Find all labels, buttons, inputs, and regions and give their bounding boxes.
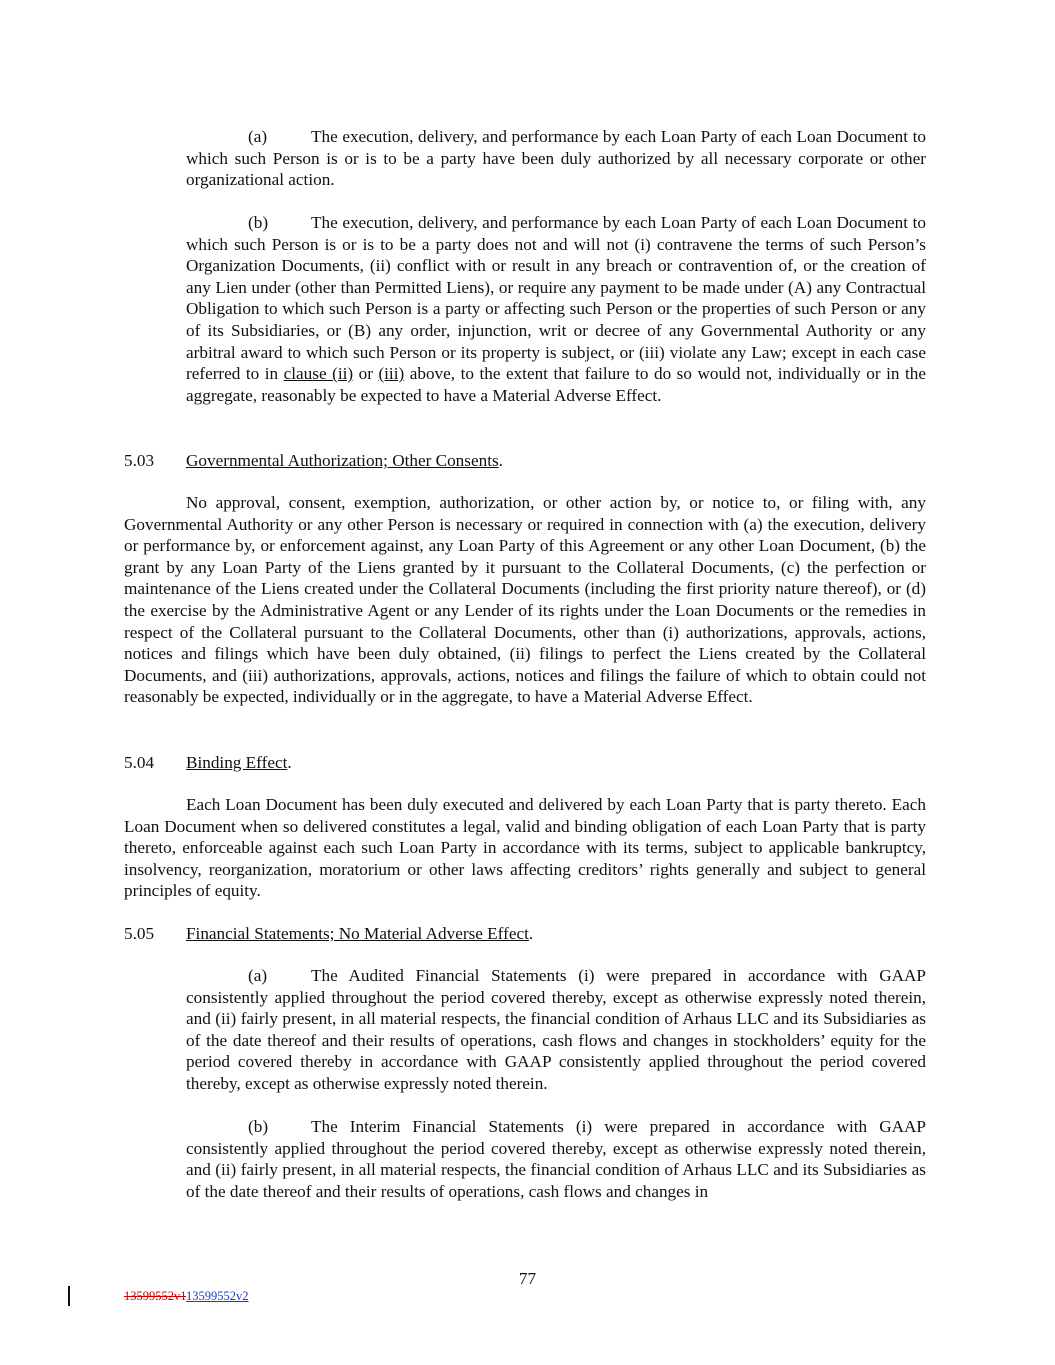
paragraph-5-04-body: Each Loan Document has been duly executed and delivered by each Loan Party that is party thereto. Each Loan Document when so delivered constitutes a legal, valid and binding obligation of each Loan Party that is party thereto, enforceable against each such Loan Party in accordance with its terms, subject to applicable bankruptcy, insolvency, reorganization, moratorium or other laws affecting creditors’ rights generally and subject to general principles of equity. — [124, 795, 926, 901]
paragraph-label: (b) — [248, 1117, 269, 1136]
paragraph-5-03-body: No approval, consent, exemption, authorization, or other action by, or notice to, or filing with, any Governmental Authority or any other Person is necessary or required in connection with (a) the execution, delivery or performance by, or enforcement against, any Loan Party of this Agreement or any other Loan Document, (b) the grant by any Loan Party of the Liens granted by it pursuant to the Collateral Documents, (c) the perfection or maintenance of the Liens created under the Collateral Documents (including the first priority nature thereof), or (d) the exercise by the Administrative Agent or any Lender of its rights under the Loan Documents or the remedies in respect of the Collateral pursuant to the Collateral Documents, other than (i) authorizations, approvals, actions, notices and filings which have been duly obtained, (ii) filings to perfect the Liens created by the Collateral Documents, and (iii) authorizations, approvals, actions, notices and filings the failure of which to obtain could not reasonably be expected, individually or in the aggregate, to have a Material Adverse Effect. — [124, 493, 926, 707]
clause-iii-reference: (iii) — [378, 364, 405, 384]
deleted-doc-id: 13599552v1 — [124, 1289, 187, 1303]
section-title: Governmental Authorization; Other Consents — [186, 451, 499, 470]
paragraph-5-02-b — [186, 212, 926, 406]
section-heading-5-04: 5.04 Binding Effect. — [124, 753, 292, 772]
paragraph-5-02-a — [186, 126, 926, 191]
revision-change-bar — [68, 1286, 70, 1306]
paragraph-text-end: above, to the extent that failure to do so would not, individually or in the aggregate, reasonably be expected to have a Material Adverse Effect. — [186, 364, 926, 405]
paragraph-label: (b) — [248, 213, 269, 232]
paragraph-label: (a) — [248, 127, 268, 146]
or-text: or — [353, 364, 379, 384]
paragraph-text: The execution, delivery, and performance by each Loan Party of each Loan Document to which such Person is or is to be a party does not and will not (i) contravene the terms of such Person’s Organization Documents, (ii) conflict with or result in any breach or contravention of, or the creation of any Lien under (other than Permitted Liens), or require any payment to be made under (A) any Contractual Obligation to which such Person is a party or affecting such Person or the properties of such Person or any of its Subsidiaries, or (B) any order, injunction, writ or decree of any Governmental Authority or any arbitral award to which such Person or its property is subject, or (iii) violate any Law; except in each case referred to in — [186, 213, 926, 384]
section-number: 5.04 — [124, 753, 155, 772]
section-number: 5.05 — [124, 924, 155, 943]
section-heading-5-03: 5.03 Governmental Authorization; Other Consents. — [124, 451, 503, 470]
section-title: Binding Effect — [186, 753, 288, 772]
paragraph-5-05-a — [186, 965, 926, 1095]
paragraph-text: The Audited Financial Statements (i) were prepared in accordance with GAAP consistently applied throughout the period covered thereby, except as otherwise expressly noted therein, and (ii) fairly present, in all material respects, the financial condition of Arhaus LLC and its Subsidiaries as of the date thereof and their results of operations, cash flows and changes in stockholders’ equity for the period covered thereby in accordance with GAAP consistently applied throughout the period covered thereby, except as otherwise expressly noted therein. — [186, 966, 926, 1093]
section-heading-5-05: 5.05 Financial Statements; No Material Adverse Effect. — [124, 924, 534, 943]
document-id — [124, 1288, 249, 1304]
paragraph-text: The Interim Financial Statements (i) were prepared in accordance with GAAP consistently applied throughout the period covered thereby, except as otherwise expressly noted therein, and (ii) fairly present, in all material respects, the financial condition of Arhaus LLC and its Subsidiaries as of the date thereof and their results of operations, cash flows and changes in — [186, 1117, 926, 1201]
paragraph-5-05-b — [186, 1116, 926, 1202]
inserted-doc-id: 13599552v2 — [186, 1289, 249, 1303]
paragraph-text: The execution, delivery, and performance by each Loan Party of each Loan Document to which such Person is or is to be a party have been duly authorized by all necessary corporate or other organizational action. — [186, 127, 926, 190]
section-title: Financial Statements; No Material Adverse Effect — [186, 924, 529, 943]
paragraph-label: (a) — [248, 966, 268, 985]
clause-ii-reference: clause (ii) — [283, 364, 354, 384]
page-number: 77 — [518, 1269, 537, 1288]
section-number: 5.03 — [124, 451, 155, 470]
